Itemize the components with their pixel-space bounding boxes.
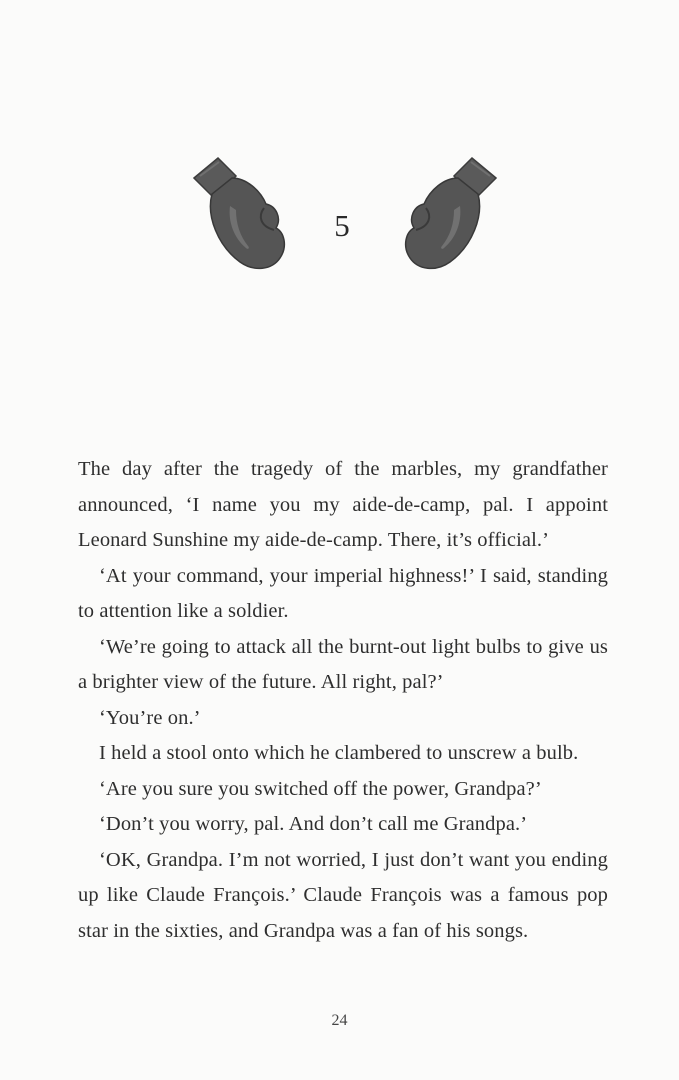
paragraph: I held a stool onto which he clambered to unscrew a bulb. (99, 742, 579, 764)
paragraph: The day after the tragedy of the marbles, my grandfather announced, ‘I name you my aide-de-camp, pal. I appoint Leonard Sunshine my aide-de-camp. There, it’s official.’ (78, 458, 608, 551)
paragraph: ‘You’re on.’ (99, 706, 201, 729)
paragraph: ‘OK, Grandpa. I’m not worried, I just don’t want you ending up like Claude François.’ Claude François was a famous pop star in the sixties, and Grandpa was a fan of his songs. (78, 848, 608, 942)
boxing-glove-icon (392, 154, 502, 272)
paragraph: ‘Are you sure you switched off the power, Grandpa?’ (99, 777, 542, 800)
page-number: 24 (331, 1012, 348, 1029)
paragraph: ‘Don’t you worry, pal. And don’t call me Grandpa.’ (99, 813, 528, 835)
paragraph: ‘At your command, your imperial highness!’ I said, standing to attention like a soldier. (78, 564, 608, 622)
body-text (78, 452, 608, 949)
chapter-number: 5 (334, 208, 350, 243)
paragraph: ‘We’re going to attack all the burnt-out light bulbs to give us a brighter view of the future. All right, pal?’ (78, 635, 608, 693)
chapter-header (0, 150, 679, 280)
boxing-glove-icon (188, 154, 298, 272)
